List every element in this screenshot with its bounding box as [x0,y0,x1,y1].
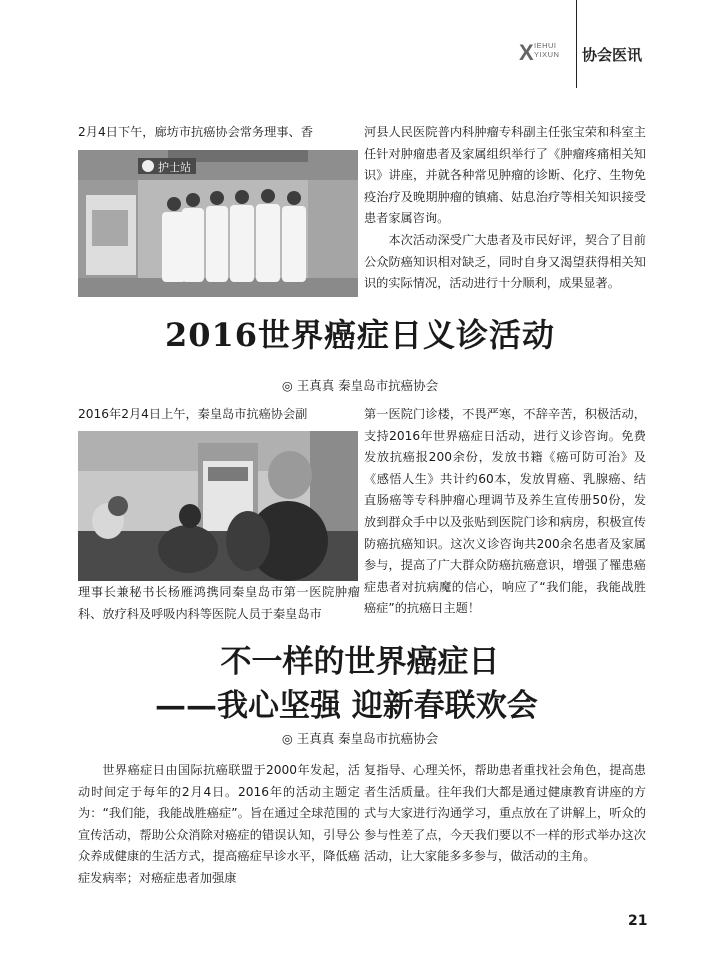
column-logo-pinyin [534,41,559,59]
doctors-group-photo [78,150,358,297]
article3-byline: ◎ 王真真 秦皇岛市抗癌协会 [281,731,439,746]
article3-right-text: 复指导、心理关怀，帮助患者重找社会角色，提高患者生活质量。往年我们大都是通过健康教育讲座的方式与大家进行沟通学习，重点放在了讲解上，听众的参与性差了点，今天我们要以不一样的形式举办这次活动，让大家能多多参与，做活动的主角。 [364,763,646,864]
article2-photo [78,431,358,581]
article2-title: 2016世界癌症日义诊活动 [164,316,556,354]
article1-right-column [364,122,646,295]
article2-left-top-text: 2016年2月4日上午，秦皇岛市抗癌协会副 [78,407,308,421]
article1-left-text: 2月4日下午，廊坊市抗癌协会常务理事、香 [78,125,313,139]
pinyin-bottom: YIXUN [534,50,560,59]
article1-right-text-2: 本次活动深受广大患者及市民好评，契合了目前公众防癌知识相对缺乏，同时自身又渴望获得相关知识的实际情况，活动进行十分顺利，成果显著。 [364,232,646,291]
article2-right-text: 第一医院门诊楼，不畏严寒，不辞辛苦，积极活动，支持2016年世界癌症日活动，进行义诊咨询。免费发放抗癌报200余份，发放书籍《癌可防可治》及《感悟人生》共计约60本，发放胃癌、乳腺癌、结直肠癌等专科肿瘤心理调节及养生宣传册50份，发放到群众手中以及张贴到医院门诊和病房，积极宣传防癌抗癌知识。这次义诊咨询共200余名患者及家属参与，提高了广大群众防癌抗癌意识，增强了罹患癌症患者对抗病魔的信心，响应了“我们能，我能战胜癌症”的抗癌日主题！ [364,407,646,616]
article3-title-line2: ——我心坚强 迎新春联欢会 [155,688,538,724]
article2-left-bottom-text: 理事长兼秘书长杨雁鸿携同秦皇岛市第一医院肿瘤科、放疗科及呼吸内科等医院人员于秦皇岛市 [78,585,360,621]
article1-right-text: 河县人民医院普内科肿瘤专科副主任张宝荣和科室主任针对肿瘤患者及家属组织举行了《肿瘤疼痛相关知识》讲座，并就各种常见肿瘤的诊断、化疗、生物免疫治疗及晚期肿瘤的镇痛、姑息治疗等相关知识接受患者家属咨询。 [364,125,646,226]
article3-title-line1: 不一样的世界癌症日 [220,644,500,680]
page-number: 21 [628,913,648,929]
photo-sign-text: 护士站 [158,161,191,174]
pinyin-top: IEHUI [534,41,557,50]
article1-photo [78,150,358,297]
header-divider [576,0,577,88]
article2-byline: ◎ 王真真 秦皇岛市抗癌协会 [281,378,439,393]
article3-left-text: 世界癌症日由国际抗癌联盟于2000年发起，活动时间定于每年的2月4日。2016年的活动主题定为：“我们能，我能战胜癌症”。旨在通过全球范围的宣传活动，帮助公众消除对癌症的错误认知，引导公众养成健康的生活方式，提高癌症早诊水平，降低癌症发病率；对癌症患者加强康 [78,763,360,885]
column-logo-letter: X [519,40,534,65]
consultation-photo [78,431,358,581]
column-title: 协会医讯 [582,46,643,64]
